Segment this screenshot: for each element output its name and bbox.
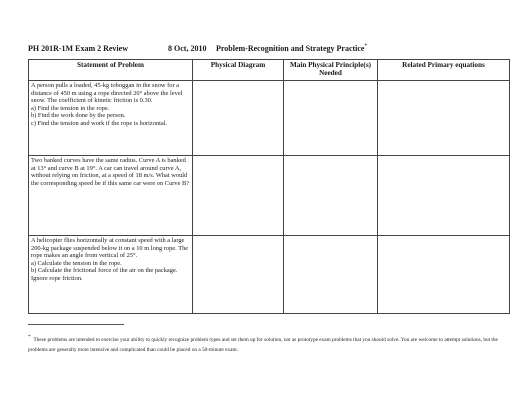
practice-title [216,44,367,53]
table-row [29,236,510,314]
problem-statement-cell [29,81,193,156]
table-row [29,81,510,156]
footnote-marker: * [28,335,31,340]
table-header-row [29,60,510,81]
footnote-text: These problems are intended to exercise your ability to quickly recognize problem types and set them up for solution, not as prototype exam problems that you should solve. You are welcome to attempt solutions, but the problems are generally more intensive and complicated than could be placed on a 50-minute exam. [28,337,498,353]
footnote-separator [28,324,124,325]
diagram-cell [193,81,284,156]
column-header-equations: Related Primary equations [378,60,510,81]
document-date: 8 Oct, 2010 [168,44,207,53]
problem-part: a) Find the tension in the rope. [31,104,110,112]
footnote [28,333,510,355]
problem-statement-cell [29,156,193,236]
problem-part: b) Find the work done by the person. [31,112,126,120]
problem-text: Two banked curves have the same radius. Curve A is banked at 13° and curve B at 19°. A car can travel around curve A, without relying on friction, at a speed of 18 m/s. What would the corresponding speed be if this same car were on Curve B? [31,157,190,187]
course-title: PH 201R-1M Exam 2 Review [28,44,128,53]
footnote-reference: * [364,44,367,49]
table-row [29,156,510,236]
principles-cell [284,81,378,156]
practice-title-text: Problem-Recognition and Strategy Practice [216,44,365,53]
problem-table [28,59,510,314]
problem-part: b) Calculate the frictional force of the air on the package. Ignore rope friction. [31,267,178,282]
equations-cell [378,81,510,156]
diagram-cell [193,156,284,236]
problem-statement-cell [29,236,193,314]
column-header-statement: Statement of Problem [29,60,193,81]
problem-part: c) Find the tension and work if the rope is horizontal. [31,119,168,127]
column-header-diagram: Physical Diagram [193,60,284,81]
equations-cell [378,236,510,314]
problem-text: A person pulls a loaded, 45-kg toboggan in the snow for a distance of 450 m using a rope directed 20° above the level snow. The coefficient of kinetic friction is 0.30. [31,82,183,105]
problem-part: a) Calculate the tension in the rope. [31,259,122,267]
principles-cell [284,156,378,236]
column-header-principles: Main Physical Principle(s) Needed [284,60,378,81]
problem-text: A helicopter flies horizontally at constant speed with a large 200-kg package suspended below it on a 10 m long rope. The rope makes an angle from vertical of 25°. [31,237,189,260]
diagram-cell [193,236,284,314]
principles-cell [284,236,378,314]
equations-cell [378,156,510,236]
